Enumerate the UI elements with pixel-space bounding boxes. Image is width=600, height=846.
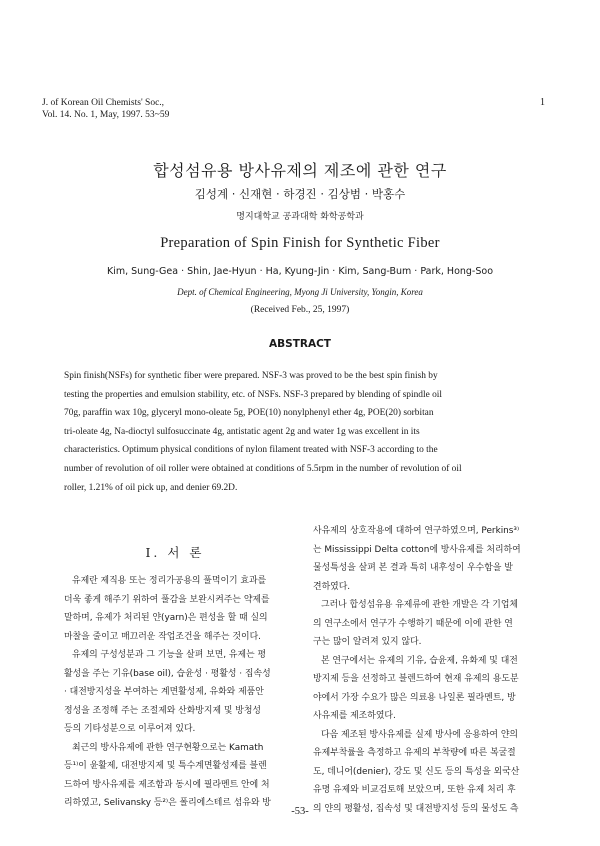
body-line: 사유제의 상호작용에 대하여 연구하였으며, Perkins³⁾: [313, 526, 520, 536]
body-line: 는 Mississippi Delta cotton에 방사유제를 처리하여: [313, 544, 521, 555]
title-korean: 합성섬유용 방사유제의 제조에 관한 연구: [153, 161, 447, 180]
authors-korean: 김성계 · 신재현 · 하경진 · 김상범 · 박홍수: [194, 187, 406, 201]
body-line: 정성을 조정해 주는 조절제와 산화방지제 및 방청성: [64, 705, 261, 716]
body-line: 마찰을 줄이고 매끄러운 작업조건을 해주는 것이다.: [64, 631, 261, 642]
title-english: Preparation of Spin Finish for Synthetic Fiber: [160, 235, 440, 251]
body-line: 리하였고, Selivansky 등²⁾은 폴리에스테르 섬유와 방: [64, 798, 271, 808]
abstract-line: Spin finish(NSFs) for synthetic fiber were prepared. NSF-3 was proved to be the best spin finish by: [64, 371, 438, 381]
body-line: 활성을 주는 기유(base oil), 습윤성 · 평활성 · 집속성: [64, 668, 271, 679]
body-line: 견하였다.: [313, 581, 351, 592]
abstract-line: number of revolution of oil roller were obtained at conditions of 5.5rpm in the number of revolution of oil: [64, 463, 462, 474]
authors-english: Kim, Sung-Gea · Shin, Jae-Hyun · Ha, Kyung-Jin · Kim, Sang-Bum · Park, Hong-Soo: [106, 266, 494, 277]
journal-line-1: J. of Korean Oil Chemists' Soc.,: [42, 98, 165, 108]
body-line: 구는 많이 알려져 있지 않다.: [313, 637, 422, 647]
body-line: 그러나 합성섬유용 유제류에 관한 개발은 각 기업체: [321, 600, 518, 610]
body-line: 유제란 제직용 또는 정리가공용의 풀먹이기 효과를: [72, 576, 267, 586]
body-line: 물성특성을 살펴 본 결과 특히 내후성이 우수함을 발: [313, 563, 513, 573]
page-footer-number: -53-: [291, 806, 309, 817]
section-title-introduction: I. 서 론: [145, 545, 205, 560]
abstract-line: 70g, paraffin wax 10g, glyceryl mono-oleate 5g, POE(10) nonylphenyl ether 4g, POE(20) sorbitan: [64, 408, 434, 419]
abstract-line: testing the properties and emulsion stability, etc. of NSFs. NSF-3 prepared by blending of spindle oil: [64, 389, 442, 400]
body-line: 야에서 가장 수요가 많은 의료용 나일론 필라멘트, 방: [313, 692, 516, 703]
body-line: 도, 데니어(denier), 강도 및 신도 등의 특성을 외국산: [313, 766, 520, 777]
body-line: 의 얀의 평활성, 집속성 및 대전방지성 등의 물성도 측: [313, 803, 519, 814]
left-column: [64, 572, 286, 813]
affiliation-korean: 명지대학교 공과대학 화학공학과: [236, 212, 364, 222]
body-line: 본 연구에서는 유제의 기유, 습윤제, 유화제 및 대전: [321, 655, 518, 666]
body-line: 등¹⁾이 윤활제, 대전방지제 및 특수계면활성제를 블렌: [64, 761, 267, 771]
abstract-line: characteristics. Optimum physical conditions of nylon filament treated with NSF-3 according to the: [64, 445, 438, 456]
received-date: (Received Feb., 25, 1997): [250, 305, 350, 315]
body-line: 의 연구소에서 연구가 수행하기 때문에 이에 관한 연: [313, 618, 513, 629]
body-line: 드하여 방사유제를 제조함과 동시에 필라멘트 안에 처: [64, 779, 270, 790]
body-line: 유제부착률을 측정하고 유제의 부착량에 따른 복굴절: [313, 748, 516, 758]
abstract-line: roller, 1.21% of oil pick up, and denier 69.2D.: [64, 482, 238, 493]
affiliation-english: Dept. of Chemical Engineering, Myong Ji University, Yongin, Korea: [177, 287, 423, 297]
body-line: 최근의 방사유제에 관한 연구현황으로는 Kamath: [72, 742, 264, 753]
journal-citation: [42, 97, 169, 121]
body-line: 말하며, 유제가 처리된 얀(yarn)은 편성을 할 때 실의: [64, 613, 268, 623]
body-line: 방지제 등을 선정하고 블렌드하여 현재 유제의 용도분: [313, 674, 519, 684]
abstract-line: tri-oleate 4g, Na-dioctyl sulfosuccinate 4g, antistatic agent 2g and water 1g was excellent in its: [64, 426, 420, 437]
body-line: 유명 유제와 비교검토해 보았으며, 또한 유제 처리 후: [313, 785, 516, 795]
body-line: 등의 기타성분으로 이루어져 있다.: [64, 724, 196, 734]
body-line: 사유제를 제조하였다.: [313, 711, 396, 721]
right-column: [313, 522, 547, 818]
body-line: · 대전방지성을 부여하는 계면활성제, 유화와 제품안: [64, 687, 264, 697]
abstract-body: [64, 367, 550, 497]
body-line: 다음 제조된 방사유제를 실제 방사에 응용하여 얀의: [321, 729, 518, 740]
body-line: 유제의 구성성분과 그 기능을 살펴 보면, 유제는 평: [72, 650, 267, 660]
page-number: 1: [540, 97, 545, 108]
abstract-heading: ABSTRACT: [269, 338, 331, 350]
journal-line-2: Vol. 14. No. 1, May, 1997. 53~59: [42, 110, 170, 120]
body-line: 더욱 좋게 해주기 위하여 풀감을 보완시켜주는 약제를: [64, 594, 270, 605]
